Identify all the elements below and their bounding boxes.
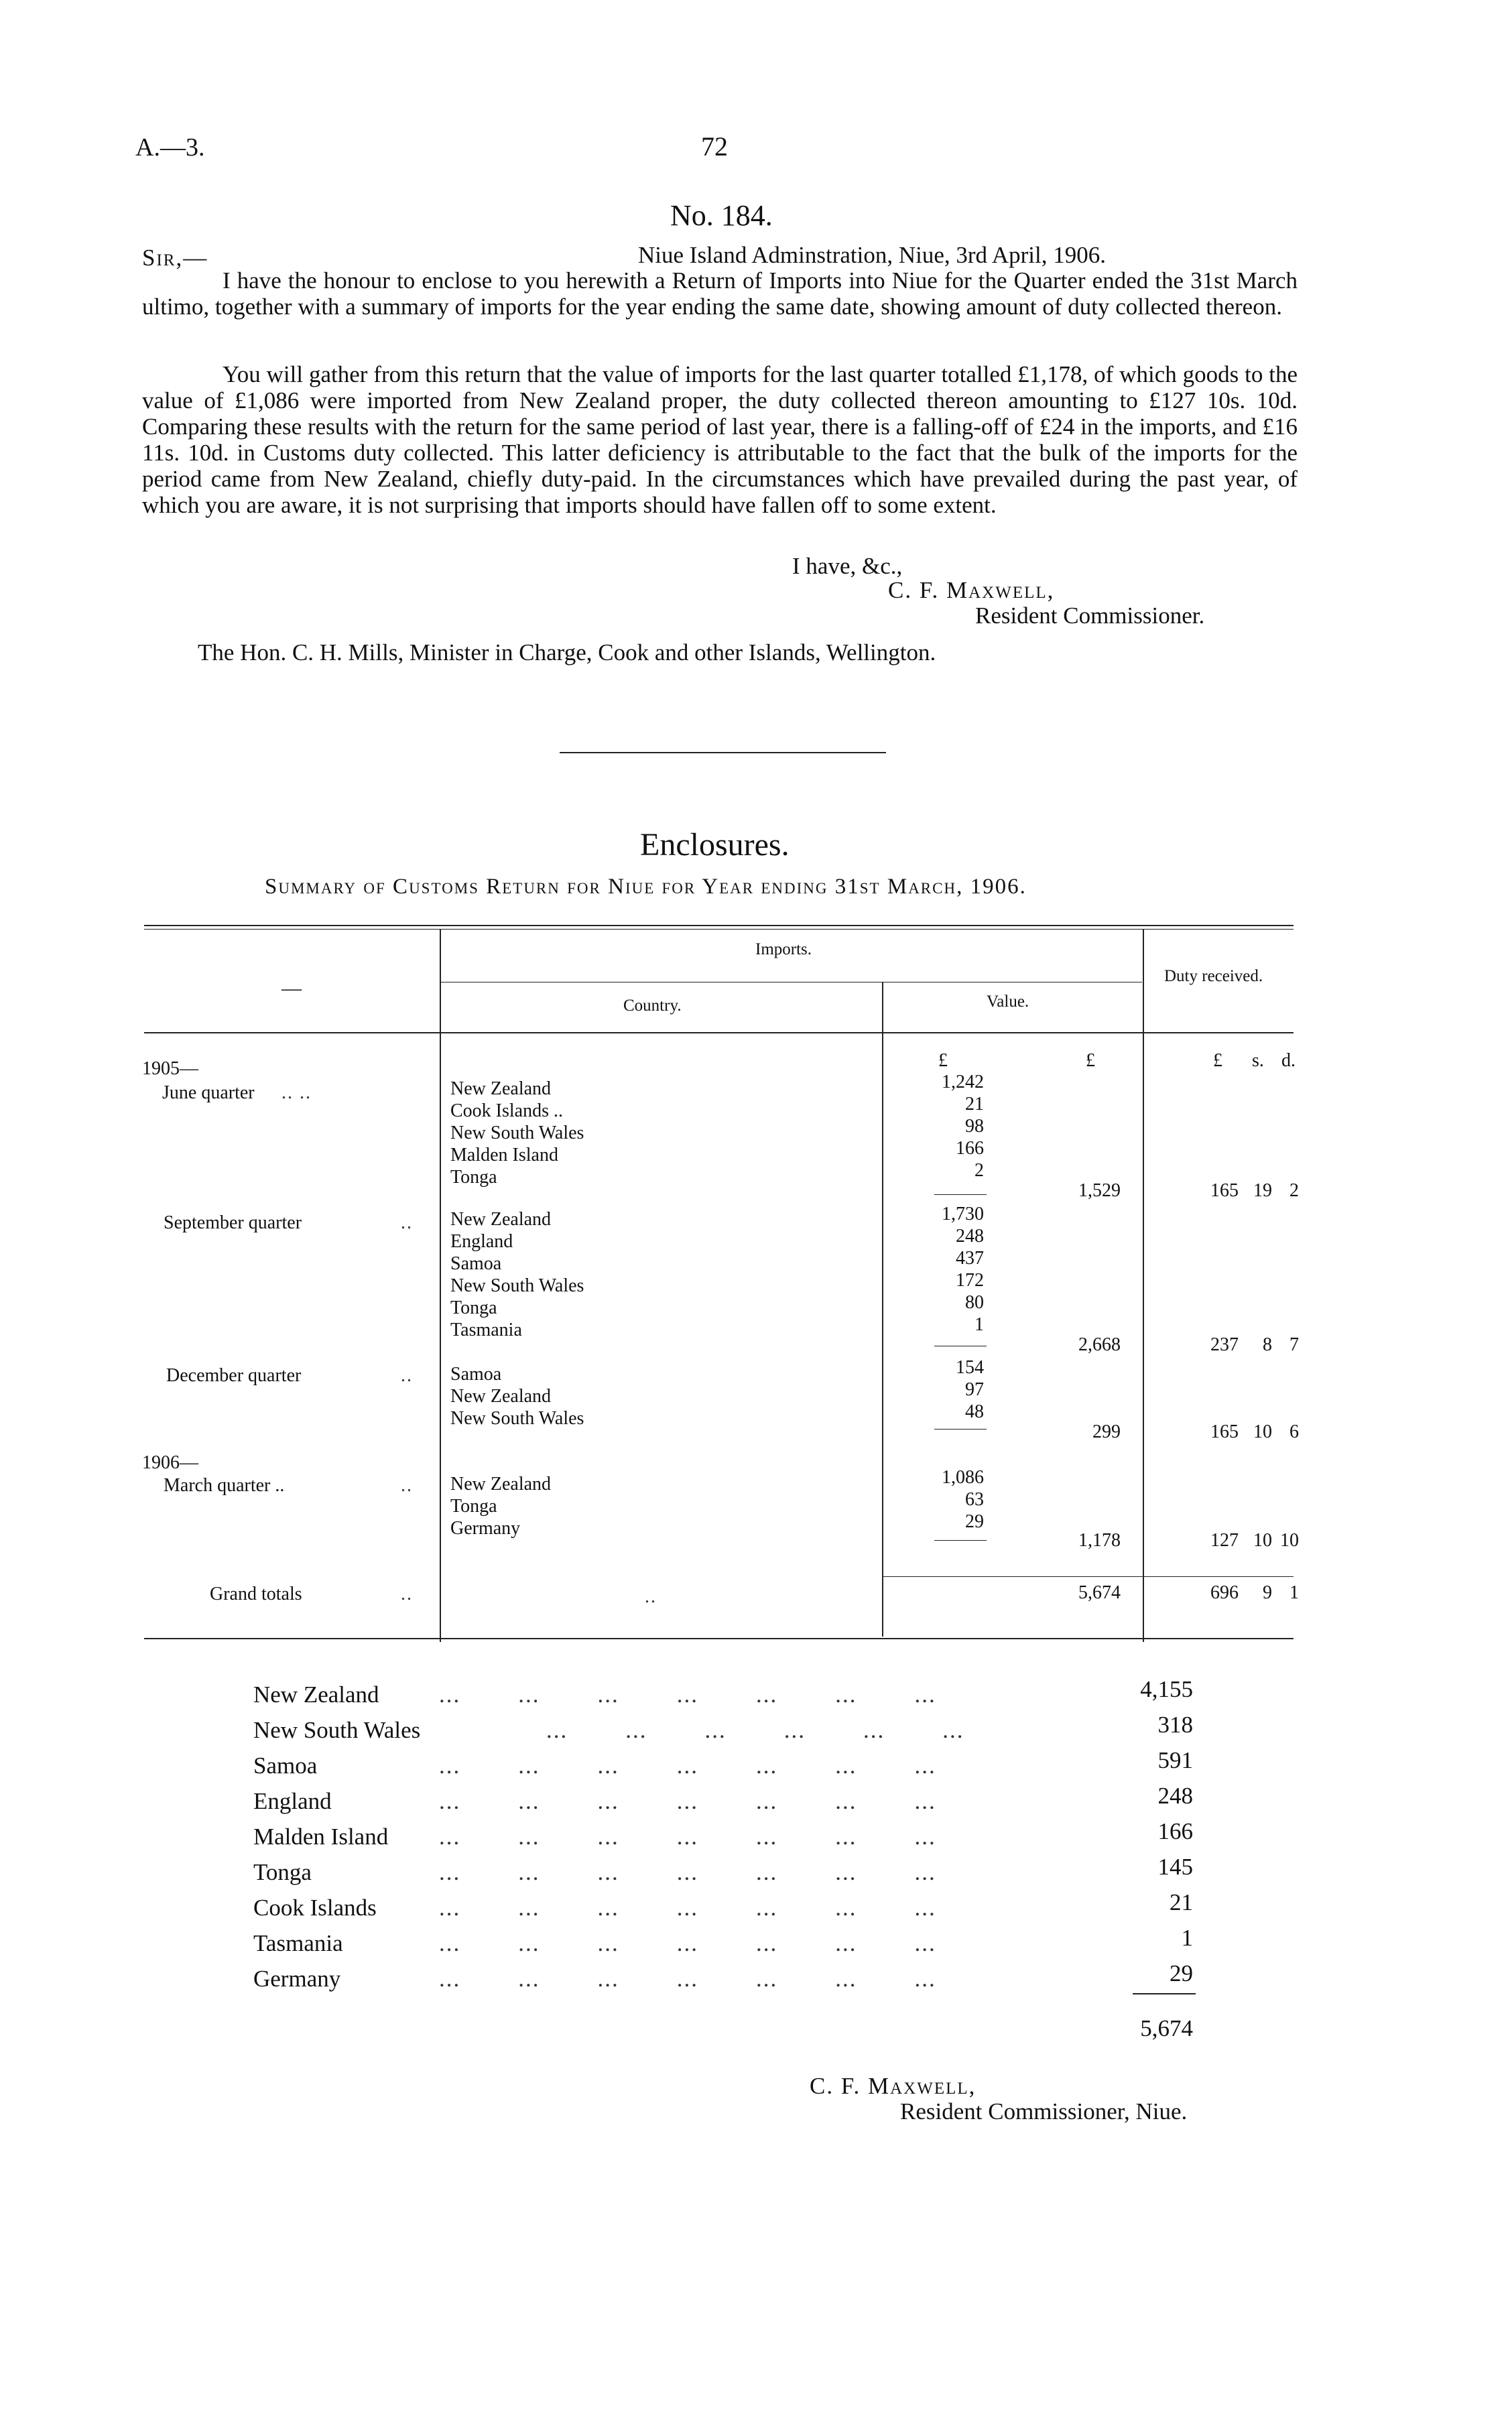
country: England — [450, 1231, 513, 1252]
enclosures-heading: Enclosures. — [640, 827, 790, 863]
summary-value: 318 — [1157, 1712, 1193, 1738]
document-reference: A.—3. — [135, 133, 205, 162]
value: 80 — [965, 1292, 984, 1313]
leader-dots: ... ... ... ... ... ... ... — [439, 1753, 936, 1779]
closing: I have, &c., — [792, 553, 903, 579]
summary-total-rule — [1133, 1993, 1196, 1994]
enclosure-signer-name: C. F. Maxwell, — [810, 2073, 976, 2099]
quarter-total: 1,529 — [1078, 1180, 1121, 1201]
country: New South Wales — [450, 1408, 584, 1429]
value: 2 — [974, 1160, 984, 1181]
duty-shillings: 19 — [1253, 1180, 1272, 1201]
duty-pounds: 237 — [1210, 1334, 1239, 1355]
summary-value: 248 — [1157, 1783, 1193, 1809]
leader-dots: .. — [401, 1365, 413, 1386]
duty-pence: 10 — [1280, 1530, 1299, 1551]
country: New Zealand — [450, 1078, 552, 1099]
value: 1,730 — [942, 1204, 984, 1224]
duty-shillings: 8 — [1263, 1334, 1272, 1355]
grand-duty-pence: 1 — [1289, 1582, 1299, 1603]
value: 437 — [956, 1248, 984, 1269]
quarter-label: March quarter .. — [164, 1475, 285, 1496]
summary-value: 166 — [1157, 1818, 1193, 1844]
country: Samoa — [450, 1253, 502, 1274]
country: Tonga — [450, 1496, 497, 1517]
leader-dots: ... ... ... ... ... ... — [546, 1717, 964, 1743]
summary-country: Germany — [253, 1966, 341, 1992]
summary-value: 1 — [1181, 1925, 1193, 1951]
table-top-rule — [144, 925, 1294, 926]
subtotal-rule — [934, 1540, 987, 1541]
duty-pence: 6 — [1289, 1421, 1299, 1442]
unit-shillings: s. — [1252, 1050, 1264, 1071]
leader-dots: .. — [401, 1584, 413, 1604]
section-divider — [560, 752, 886, 753]
leader-dots: .. — [401, 1475, 413, 1496]
country: Samoa — [450, 1364, 502, 1385]
summary-country: Samoa — [253, 1753, 318, 1779]
quarter-label: June quarter — [162, 1082, 255, 1103]
value: 97 — [965, 1379, 984, 1400]
grand-total-value: 5,674 — [1078, 1582, 1121, 1603]
duty-pounds: 165 — [1210, 1421, 1239, 1442]
quarter-total: 1,178 — [1078, 1530, 1121, 1551]
dash-header: — — [281, 977, 302, 999]
duty-header: Duty received. — [1164, 967, 1263, 985]
signer-name: C. F. Maxwell, — [888, 577, 1055, 603]
leader-dots: ... ... ... ... ... ... ... — [439, 1788, 936, 1814]
header-bottom-rule — [144, 1032, 1294, 1033]
summary-value: 4,155 — [1140, 1676, 1193, 1702]
page-number: 72 — [701, 131, 728, 162]
addressee: The Hon. C. H. Mills, Minister in Charge, Cook and other Islands, Wellington. — [198, 639, 936, 665]
col-rule-2 — [882, 982, 883, 1637]
summary-country: New South Wales — [253, 1717, 421, 1743]
leader-dots: .. — [645, 1586, 657, 1607]
country-header: Country. — [623, 997, 682, 1015]
place-date: Niue Island Adminstration, Niue, 3rd April, 1906. — [638, 242, 1106, 268]
leader-dots: ... ... ... ... ... ... ... — [439, 1895, 936, 1921]
summary-value: 21 — [1170, 1889, 1193, 1915]
leader-dots: ... ... ... ... ... ... ... — [439, 1824, 936, 1850]
value: 154 — [956, 1357, 984, 1378]
unit-pounds: £ — [1213, 1050, 1222, 1071]
summary-country: Tonga — [253, 1859, 312, 1885]
value: 1,086 — [942, 1467, 984, 1488]
duty-shillings: 10 — [1253, 1530, 1272, 1551]
value-header: Value. — [987, 993, 1029, 1011]
country: Germany — [450, 1518, 521, 1539]
leader-dots: .. .. — [281, 1082, 312, 1103]
summary-value: 145 — [1157, 1854, 1193, 1880]
paragraph-2-text: You will gather from this return that the value of imports for the last quarter totalled £1,178, of which goods to the value of £1,086 were imported from New Zealand proper, the duty collected thereon amounting to £127 10s. 10d. Comparing these results with the return for the same period of last year, there is a falling-off of £24 in the imports, and £16 11s. 10d. in Customs duty collected. This latter deficiency is attributable to the fact that the bulk of the imports for the period came from New Zealand, chiefly duty-paid. In the circumstances which have prevailed during the past year, of which you are aware, it is not surprising that imports should have fallen off to some extent. — [142, 361, 1298, 518]
col-rule-1 — [440, 930, 441, 1642]
value: 98 — [965, 1116, 984, 1137]
leader-dots: .. — [401, 1212, 413, 1233]
duty-shillings: 10 — [1253, 1421, 1272, 1442]
value: 63 — [965, 1489, 984, 1510]
leader-dots: ... ... ... ... ... ... ... — [439, 1930, 936, 1956]
country: Cook Islands .. — [450, 1100, 563, 1121]
country: Tasmania — [450, 1320, 522, 1340]
country: Tonga — [450, 1297, 497, 1318]
country: New South Wales — [450, 1123, 584, 1143]
subtotal-rule — [934, 1429, 987, 1430]
leader-dots: ... ... ... ... ... ... ... — [439, 1859, 936, 1885]
country: Malden Island — [450, 1145, 558, 1165]
value: 166 — [956, 1138, 984, 1159]
grand-duty-shillings: 9 — [1263, 1582, 1272, 1603]
summary-country: Tasmania — [253, 1930, 343, 1956]
summary-country: England — [253, 1788, 332, 1814]
paragraph-2 — [142, 361, 1298, 518]
unit-value: £ — [938, 1050, 948, 1071]
country: New Zealand — [450, 1386, 552, 1407]
country: New South Wales — [450, 1275, 584, 1296]
grand-rule — [882, 1576, 1294, 1577]
unit-pence: d. — [1281, 1050, 1296, 1071]
imports-header: Imports. — [755, 940, 812, 958]
subtotal-rule — [934, 1194, 987, 1195]
country: New Zealand — [450, 1209, 552, 1230]
table-top-rule-2 — [144, 929, 1294, 930]
country: Tonga — [450, 1167, 497, 1188]
summary-country: Malden Island — [253, 1824, 389, 1850]
country: New Zealand — [450, 1474, 552, 1495]
quarter-total: 299 — [1092, 1421, 1121, 1442]
year-1905: 1905— — [142, 1058, 198, 1079]
value: 172 — [956, 1270, 984, 1291]
duty-pounds: 165 — [1210, 1180, 1239, 1201]
summary-country: Cook Islands — [253, 1895, 377, 1921]
quarter-label: December quarter — [166, 1365, 302, 1386]
salutation: Sir,— — [142, 245, 208, 271]
unit-total: £ — [1086, 1050, 1095, 1071]
quarter-label: September quarter — [164, 1212, 302, 1233]
grand-totals-label: Grand totals — [210, 1584, 302, 1604]
value: 1 — [974, 1314, 984, 1335]
duty-pounds: 127 — [1210, 1530, 1239, 1551]
leader-dots: ... ... ... ... ... ... ... — [439, 1681, 936, 1708]
leader-dots: ... ... ... ... ... ... ... — [439, 1966, 936, 1992]
value: 1,242 — [942, 1072, 984, 1092]
value: 48 — [965, 1401, 984, 1422]
year-1906: 1906— — [142, 1452, 198, 1473]
table-title: Summary of Customs Return for Niue for Year ending 31st March, 1906. — [265, 875, 1027, 899]
summary-total: 5,674 — [1140, 2015, 1193, 2041]
paragraph-1 — [142, 267, 1298, 320]
duty-pence: 7 — [1289, 1334, 1299, 1355]
letter-number: No. 184. — [670, 199, 773, 232]
summary-value: 591 — [1157, 1747, 1193, 1773]
value: 248 — [956, 1226, 984, 1247]
table-bottom-rule — [144, 1638, 1294, 1639]
col-rule-3 — [1143, 930, 1144, 1642]
signer-title: Resident Commissioner. — [975, 602, 1205, 629]
value: 29 — [965, 1511, 984, 1532]
grand-duty-pounds: 696 — [1210, 1582, 1239, 1603]
summary-country: New Zealand — [253, 1681, 379, 1708]
enclosure-signer-title: Resident Commissioner, Niue. — [900, 2098, 1188, 2124]
summary-value: 29 — [1170, 1960, 1193, 1986]
quarter-total: 2,668 — [1078, 1334, 1121, 1355]
value: 21 — [965, 1094, 984, 1115]
duty-pence: 2 — [1289, 1180, 1299, 1201]
paragraph-1-text: I have the honour to enclose to you herewith a Return of Imports into Niue for the Quarter ended the 31st March ultimo, together with a summary of imports for the year ending the same date, showing amount of duty collected thereon. — [142, 267, 1298, 320]
